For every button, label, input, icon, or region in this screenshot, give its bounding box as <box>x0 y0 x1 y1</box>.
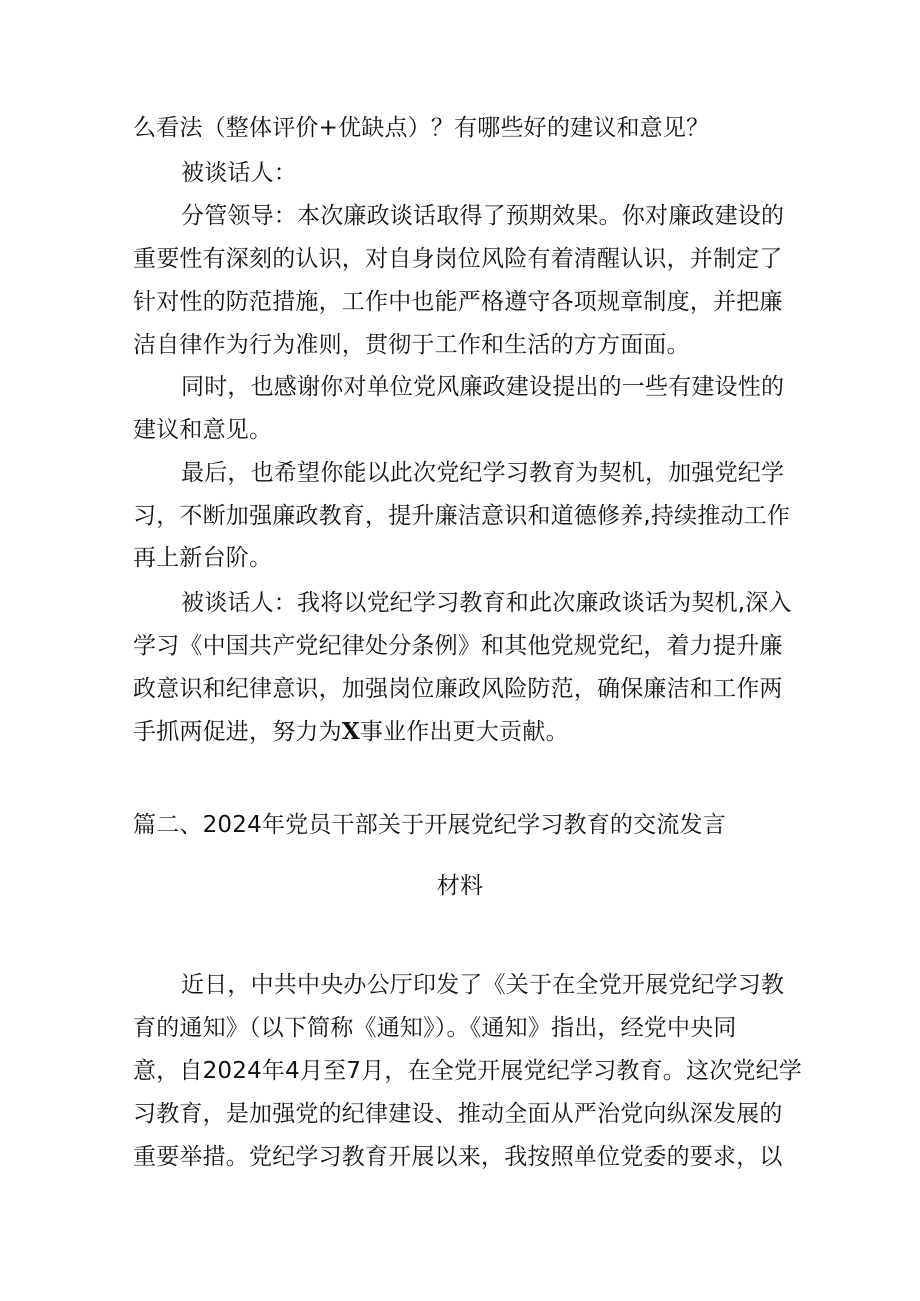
paragraph-line: 近日，中共中央办公厅印发了《关于在全党开展党纪学习教 <box>181 972 785 998</box>
paragraph-line: 意，自2024年4月至7月，在全党开展党纪学习教育。这次党纪学 <box>133 1058 802 1084</box>
paragraph-line: 政意识和纪律意识，加强岗位廉政风险防范，确保廉洁和工作两 <box>133 676 783 702</box>
text-segment: 事业作出更大贡献。 <box>359 719 569 745</box>
paragraph-line: 么看法（整体评价+优缺点）？有哪些好的建议和意见？ <box>133 115 710 141</box>
paragraph-line: 重要性有深刻的认识，对自身岗位风险有着清醒认识，并制定了 <box>133 246 783 272</box>
paragraph-line: 习，不断加强廉政教育，提升廉洁意识和道德修养,持续推动工作 <box>133 503 791 529</box>
paragraph-line: 重要举措。党纪学习教育开展以来，我按照单位党委的要求，以 <box>133 1144 783 1170</box>
paragraph-line: 分管领导：本次廉政谈话取得了预期效果。你对廉政建设的 <box>181 203 785 229</box>
paragraph-line <box>133 717 793 747</box>
paragraph-line: 学习《中国共产党纪律处分条例》和其他党规党纪，着力提升廉 <box>133 633 783 659</box>
paragraph-line: 建议和意见。 <box>133 417 273 443</box>
paragraph-line: 最后，也希望你能以此次党纪学习教育为契机，加强党纪学 <box>181 460 785 486</box>
text-segment: 手抓两促进，努力为 <box>133 719 342 745</box>
paragraph-line: 被谈话人：我将以党纪学习教育和此次廉政谈话为契机,深入 <box>181 590 792 616</box>
paragraph-line: 针对性的防范措施，工作中也能严格遵守各项规章制度，并把廉 <box>133 289 783 315</box>
paragraph-line: 习教育，是加强党的纪律建设、推动全面从严治党向纵深发展的 <box>133 1101 783 1127</box>
section-title: 篇二、2024年党员干部关于开展党纪学习教育的交流发言 <box>133 812 726 838</box>
section-title-continuation: 材料 <box>436 873 484 899</box>
paragraph-line: 同时，也感谢你对单位党风廉政建设提出的一些有建设性的 <box>181 374 785 400</box>
paragraph-line: 再上新台阶。 <box>133 545 273 571</box>
paragraph-line: 被谈话人： <box>181 160 297 186</box>
placeholder-x: X <box>341 718 360 745</box>
paragraph-line: 育的通知》（以下简称《通知》）。《通知》指出，经党中央同 <box>133 1015 737 1041</box>
paragraph-line: 洁自律作为行为准则，贯彻于工作和生活的方方面面。 <box>133 332 690 358</box>
